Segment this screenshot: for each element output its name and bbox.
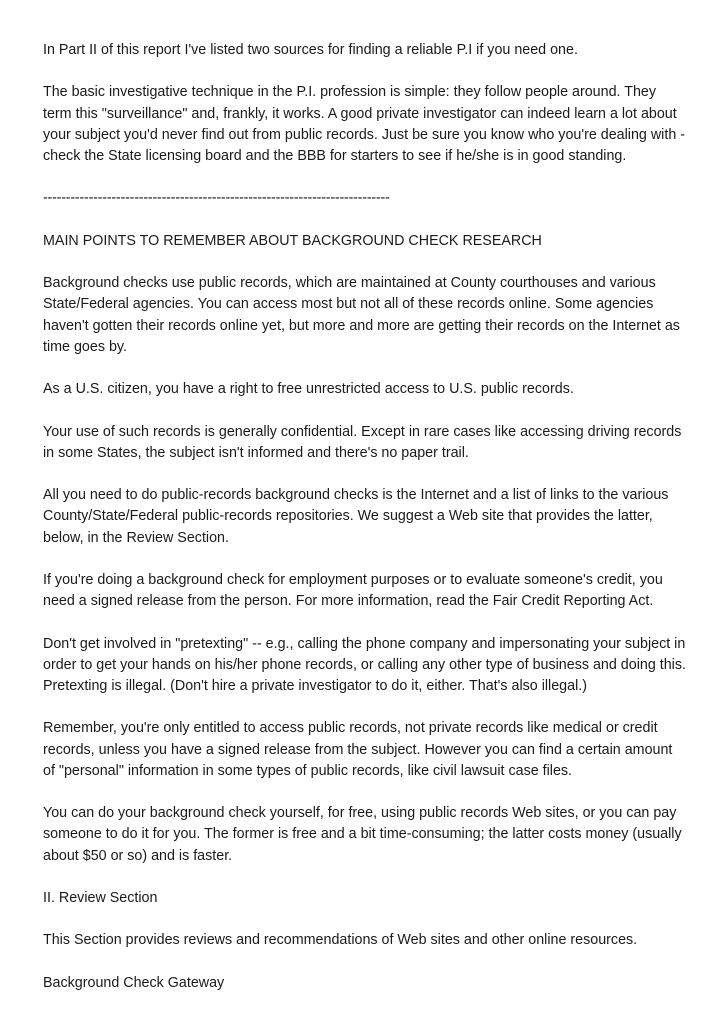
paragraph-what-you-need: All you need to do public-records background checks is the Internet and a list of links to the various County/State/Federal public-records repositories. We suggest a Web site that provides the latter, below, in the Review Section. — [43, 487, 669, 546]
subheading-background-check-gateway: Background Check Gateway — [43, 974, 225, 991]
paragraph-investigative-technique: The basic investigative technique in the P.I. profession is simple: they follow people around. They term this "surveillance" and, frankly, it works. A good private investigator can indeed learn a lot about your subject you'd never find out from public records. Just be sure you know who you're dealing with - check the State licensing board and the BBB for starters to see if he/she is in good standing. — [43, 84, 685, 164]
paragraph-employment-release: If you're doing a background check for employment purposes or to evaluate someone's credit, you need a signed release from the person. For more information, read the Fair Credit Reporting Act. — [43, 571, 663, 610]
paragraph-pretexting: Don't get involved in "pretexting" -- e.g., calling the phone company and impersonating your subject in order to get your hands on his/her phone records, or calling any other type of business and doing this. Pretexting is illegal. (Don't hire a private investigator to do it, either. That's also illegal.) — [43, 635, 686, 694]
paragraph-intro: In Part II of this report I've listed two sources for finding a reliable P.I if you need one. — [43, 42, 578, 58]
paragraph-public-records: Background checks use public records, which are maintained at County courthouses and various State/Federal agencies. You can access most but not all of these records online. Some agencies haven't gotten their records online yet, but more and more are getting their records on the Internet as time goes by. — [43, 275, 680, 355]
paragraph-citizen-rights: As a U.S. citizen, you have a right to free unrestricted access to U.S. public records. — [43, 381, 574, 398]
document-page — [43, 40, 688, 1015]
section-heading-review: II. Review Section — [43, 889, 158, 906]
paragraph-private-records: Remember, you're only entitled to access public records, not private records like medical or credit records, unless you have a signed release from the subject. However you can find a certain amount of "personal" information in some types of public records, like civil lawsuit case files. — [43, 720, 673, 779]
paragraph-review-intro: This Section provides reviews and recommendations of Web sites and other online resources. — [43, 932, 638, 949]
dashed-divider: ---------------------------------------------------------------------------- — [43, 190, 390, 207]
paragraph-do-it-yourself: You can do your background check yourself, for free, using public records Web sites, or you can pay someone to do it for you. The former is free and a bit time-consuming; the latter costs money (usually about $50 or so) and is faster. — [43, 805, 682, 864]
section-heading-main-points: MAIN POINTS TO REMEMBER ABOUT BACKGROUND CHECK RESEARCH — [43, 232, 542, 249]
paragraph-confidential: Your use of such records is generally confidential. Except in rare cases like accessing driving records in some States, the subject isn't informed and there's no paper trail. — [43, 423, 682, 461]
